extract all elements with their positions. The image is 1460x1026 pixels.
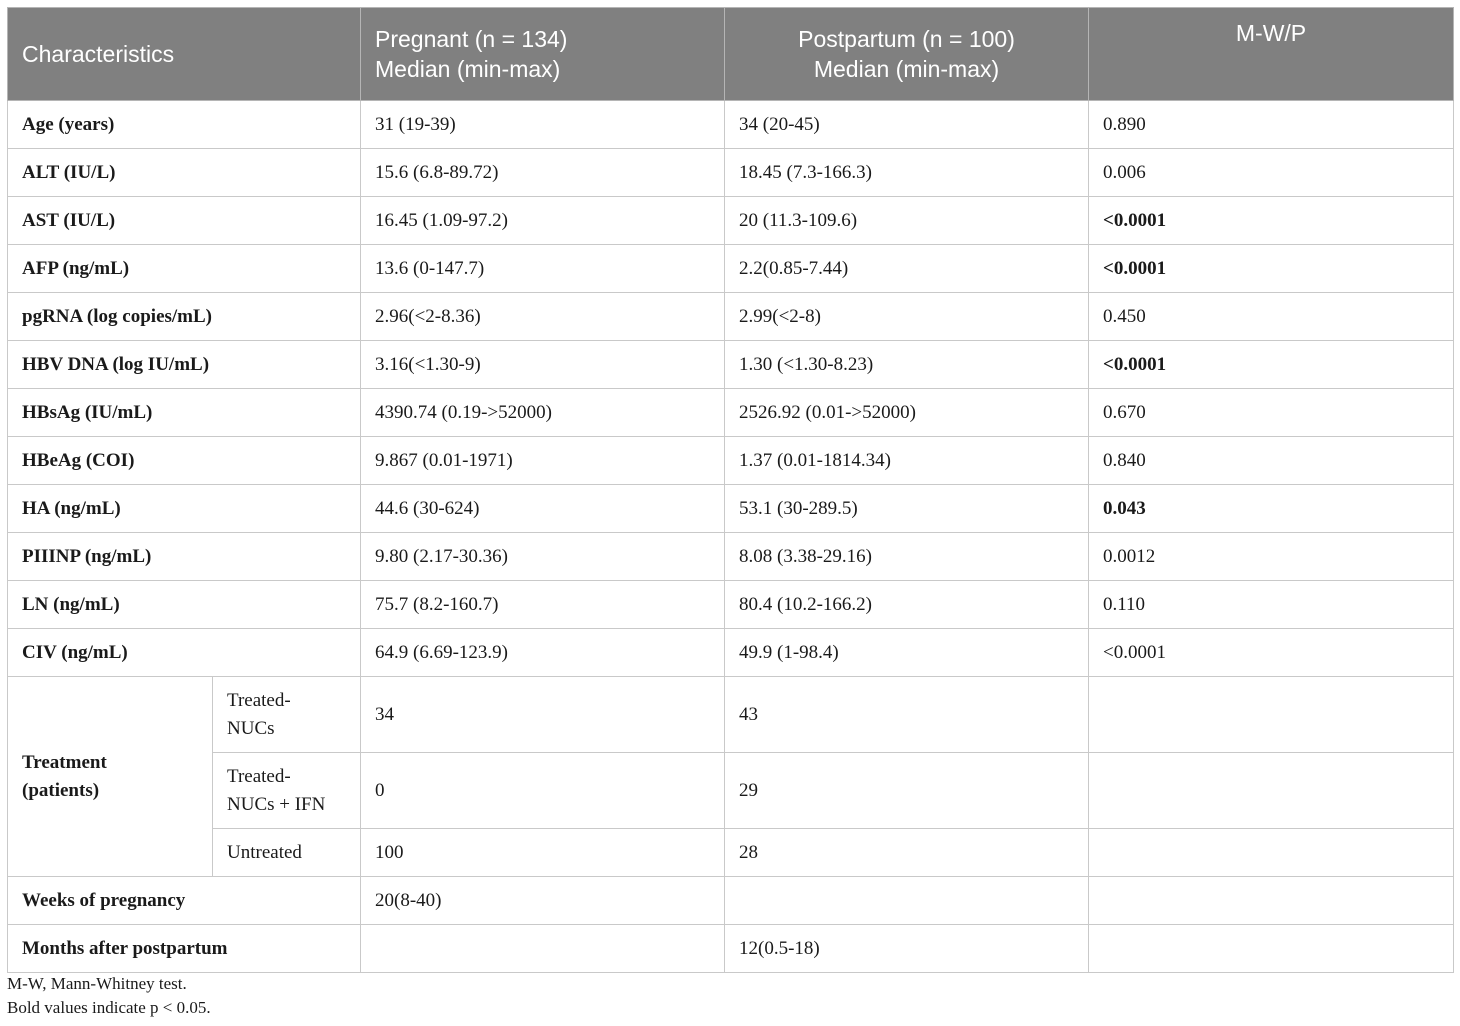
- row-label: HA (ng/mL): [8, 485, 361, 533]
- table-row: [8, 245, 1454, 293]
- p-value: 0.450: [1089, 293, 1454, 341]
- postpartum-value: 28: [725, 829, 1089, 877]
- table-row: [8, 341, 1454, 389]
- pregnant-value: 31 (19-39): [361, 101, 725, 149]
- pregnant-value: 100: [361, 829, 725, 877]
- table-row: [8, 149, 1454, 197]
- row-label: HBV DNA (log IU/mL): [8, 341, 361, 389]
- postpartum-value-empty: [725, 877, 1089, 925]
- pregnant-value: 2.96(<2-8.36): [361, 293, 725, 341]
- pregnant-value: 9.867 (0.01-1971): [361, 437, 725, 485]
- treatment-row: [8, 753, 1454, 829]
- pregnant-value-empty: [361, 925, 725, 973]
- p-value: <0.0001: [1089, 245, 1454, 293]
- p-value: 0.670: [1089, 389, 1454, 437]
- row-label: Months after postpartum: [8, 925, 361, 973]
- characteristics-table: [7, 7, 1454, 973]
- pregnant-value: 34: [361, 677, 725, 753]
- pregnant-value: 64.9 (6.69-123.9): [361, 629, 725, 677]
- postpartum-value: 1.30 (<1.30-8.23): [725, 341, 1089, 389]
- header-pregnant-line2: Median (min-max): [375, 56, 561, 82]
- footnote-bold-values: Bold values indicate p < 0.05.: [7, 998, 211, 1017]
- pregnant-value: 44.6 (30-624): [361, 485, 725, 533]
- p-value: 0.006: [1089, 149, 1454, 197]
- p-value: 0.840: [1089, 437, 1454, 485]
- p-value-empty: [1089, 677, 1454, 753]
- table-row: [8, 485, 1454, 533]
- postpartum-value: 1.37 (0.01-1814.34): [725, 437, 1089, 485]
- p-value-empty: [1089, 753, 1454, 829]
- pregnant-value: 4390.74 (0.19->52000): [361, 389, 725, 437]
- treatment-sub-label-line2: NUCs + IFN: [227, 793, 326, 815]
- p-value: 0.0012: [1089, 533, 1454, 581]
- table-footnotes: [7, 972, 211, 1020]
- treatment-label: [8, 677, 213, 877]
- row-label: AFP (ng/mL): [8, 245, 361, 293]
- treatment-row: [8, 829, 1454, 877]
- postpartum-value: 2.99(<2-8): [725, 293, 1089, 341]
- treatment-sub-label: Untreated: [213, 829, 361, 877]
- table-row: [8, 197, 1454, 245]
- pregnant-value: 0: [361, 753, 725, 829]
- table-row: [8, 293, 1454, 341]
- header-pregnant-line1: Pregnant (n = 134): [375, 26, 568, 52]
- p-value-empty: [1089, 829, 1454, 877]
- table-row: [8, 533, 1454, 581]
- row-label: AST (IU/L): [8, 197, 361, 245]
- treatment-sub-label: [213, 677, 361, 753]
- postpartum-value: 2.2(0.85-7.44): [725, 245, 1089, 293]
- header-postpartum-line1: Postpartum (n = 100): [798, 26, 1015, 52]
- postpartum-value: 20 (11.3-109.6): [725, 197, 1089, 245]
- treatment-sub-label-line1: Treated-: [227, 765, 291, 787]
- pregnant-value: 16.45 (1.09-97.2): [361, 197, 725, 245]
- row-label: HBeAg (COI): [8, 437, 361, 485]
- treatment-sub-label-line2: NUCs: [227, 717, 275, 739]
- header-postpartum-line2: Median (min-max): [813, 56, 1000, 82]
- header-postpartum: [725, 8, 1089, 101]
- postpartum-value: 34 (20-45): [725, 101, 1089, 149]
- postpartum-value: 29: [725, 753, 1089, 829]
- postpartum-value: 80.4 (10.2-166.2): [725, 581, 1089, 629]
- row-label: Age (years): [8, 101, 361, 149]
- treatment-sub-label: [213, 753, 361, 829]
- p-value-empty: [1089, 925, 1454, 973]
- pregnant-value: 20(8-40): [361, 877, 725, 925]
- table-row: [8, 925, 1454, 973]
- table-header-row: [8, 8, 1454, 101]
- header-pregnant: [361, 8, 725, 101]
- postpartum-value: 53.1 (30-289.5): [725, 485, 1089, 533]
- treatment-sub-label-line1: Treated-: [227, 689, 291, 711]
- postpartum-value: 49.9 (1-98.4): [725, 629, 1089, 677]
- treatment-label-line2: (patients): [22, 779, 100, 801]
- row-label: PIIINP (ng/mL): [8, 533, 361, 581]
- treatment-label-line1: Treatment: [22, 751, 107, 773]
- table-row: [8, 629, 1454, 677]
- pregnant-value: 13.6 (0-147.7): [361, 245, 725, 293]
- table-row: [8, 877, 1454, 925]
- postpartum-value: 8.08 (3.38-29.16): [725, 533, 1089, 581]
- table-row: [8, 389, 1454, 437]
- row-label: pgRNA (log copies/mL): [8, 293, 361, 341]
- postpartum-value: 12(0.5-18): [725, 925, 1089, 973]
- footnote-mann-whitney: M-W, Mann-Whitney test.: [7, 974, 187, 993]
- postpartum-value: 18.45 (7.3-166.3): [725, 149, 1089, 197]
- p-value: 0.110: [1089, 581, 1454, 629]
- p-value: 0.890: [1089, 101, 1454, 149]
- row-label: HBsAg (IU/mL): [8, 389, 361, 437]
- pregnant-value: 75.7 (8.2-160.7): [361, 581, 725, 629]
- row-label: Weeks of pregnancy: [8, 877, 361, 925]
- p-value: <0.0001: [1089, 629, 1454, 677]
- p-value: <0.0001: [1089, 197, 1454, 245]
- pregnant-value: 9.80 (2.17-30.36): [361, 533, 725, 581]
- header-mwp: M-W/P: [1089, 8, 1454, 101]
- table-row: [8, 581, 1454, 629]
- postpartum-value: 43: [725, 677, 1089, 753]
- pregnant-value: 3.16(<1.30-9): [361, 341, 725, 389]
- p-value-empty: [1089, 877, 1454, 925]
- p-value: <0.0001: [1089, 341, 1454, 389]
- row-label: CIV (ng/mL): [8, 629, 361, 677]
- row-label: ALT (IU/L): [8, 149, 361, 197]
- row-label: LN (ng/mL): [8, 581, 361, 629]
- postpartum-value: 2526.92 (0.01->52000): [725, 389, 1089, 437]
- table-row: [8, 437, 1454, 485]
- header-characteristics: Characteristics: [8, 8, 361, 101]
- p-value: 0.043: [1089, 485, 1454, 533]
- pregnant-value: 15.6 (6.8-89.72): [361, 149, 725, 197]
- treatment-row: [8, 677, 1454, 753]
- table-row: [8, 101, 1454, 149]
